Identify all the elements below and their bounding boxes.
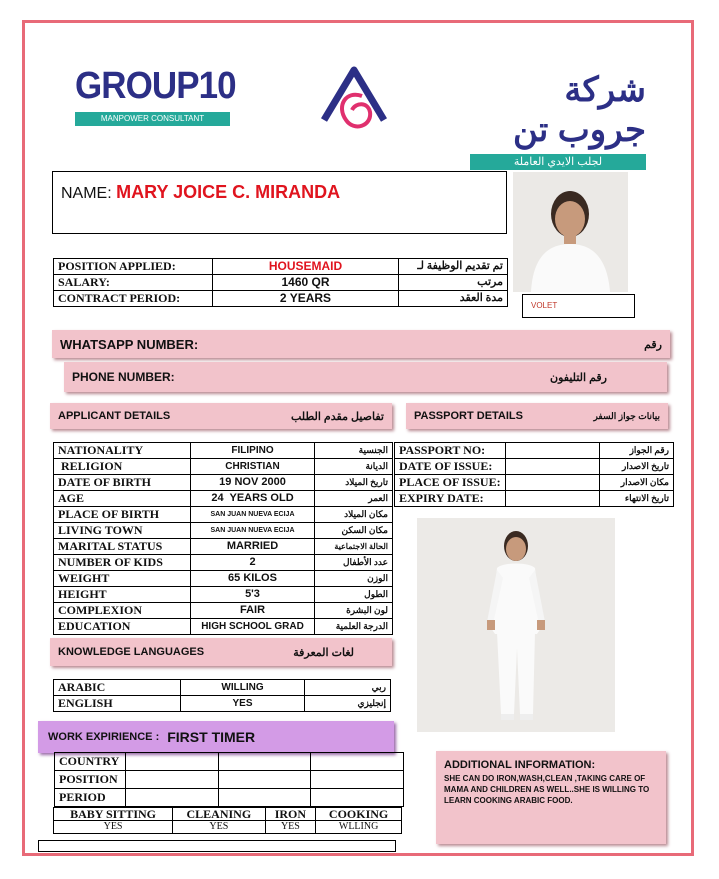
name-value: MARY JOICE C. MIRANDA bbox=[116, 182, 341, 202]
english-value: YES bbox=[181, 696, 305, 712]
applicant-header-ar: تفاصيل مقدم الطلب bbox=[291, 410, 384, 423]
group10-logo-sub: MANPOWER CONSULTANT bbox=[75, 112, 230, 126]
marital-ar: الحالة الاجتماعية bbox=[315, 539, 393, 555]
phone-label: PHONE NUMBER: bbox=[72, 370, 175, 384]
expiry-label: EXPIRY DATE: bbox=[395, 491, 506, 507]
table-row bbox=[54, 555, 393, 571]
group10-logo-main: GROUP10 bbox=[75, 65, 236, 107]
arabic-logo-sub: لجلب الايدي العاملة bbox=[470, 154, 646, 170]
issue-date-value bbox=[505, 459, 599, 475]
dob-value: 19 NOV 2000 bbox=[191, 475, 315, 491]
dob-label: DATE OF BIRTH bbox=[54, 475, 191, 491]
issue-date-ar: تاريخ الاصدار bbox=[599, 459, 673, 475]
table-row bbox=[54, 523, 393, 539]
table-row bbox=[54, 443, 393, 459]
passport-header-ar: بيانات جواز السفر bbox=[593, 410, 660, 421]
additional-info-text: SHE CAN DO IRON,WASH,CLEAN ,TAKING CARE OF MAMA AND CHILDREN AS WELL..SHE IS WILLING TO LEARN COOKING ARABIC FOOD. bbox=[444, 774, 650, 805]
table-row bbox=[54, 491, 393, 507]
work-experience-label: WORK EXPIRIENCE : bbox=[48, 731, 160, 743]
religion-value: CHRISTIAN bbox=[191, 459, 315, 475]
dob-ar: تاريخ الميلاد bbox=[315, 475, 393, 491]
education-ar: الدرجة العلمية bbox=[315, 619, 393, 635]
additional-info-title: ADDITIONAL INFORMATION: bbox=[444, 759, 596, 771]
full-body-photo bbox=[417, 518, 615, 732]
phone-bar bbox=[64, 362, 667, 392]
languages-header-ar: لغات المعرفة bbox=[293, 646, 354, 659]
passport-no-label: PASSPORT NO: bbox=[395, 443, 506, 459]
kids-label: NUMBER OF KIDS bbox=[54, 555, 191, 571]
living-town-label: LIVING TOWN bbox=[54, 523, 191, 539]
table-row bbox=[54, 507, 393, 523]
position-label: POSITION APPLIED: bbox=[54, 259, 213, 275]
table-row bbox=[55, 753, 404, 771]
whatsapp-label: WHATSAPP NUMBER: bbox=[60, 336, 199, 352]
additional-info-box bbox=[436, 751, 666, 844]
table-row bbox=[54, 259, 508, 275]
contract-ar: مدة العقد bbox=[399, 291, 508, 307]
arabic-value: WILLING bbox=[181, 680, 305, 696]
marital-label: MARITAL STATUS bbox=[54, 539, 191, 555]
table-row bbox=[54, 619, 393, 635]
arabic-ar: ربي bbox=[305, 680, 391, 696]
skill-cooking-header: COOKING bbox=[316, 808, 402, 821]
living-town-ar: مكان السكن bbox=[315, 523, 393, 539]
contract-value: 2 YEARS bbox=[213, 291, 399, 307]
name-label: NAME: bbox=[61, 185, 112, 202]
table-row bbox=[54, 275, 508, 291]
english-ar: إنجليزي bbox=[305, 696, 391, 712]
arabic-label: ARABIC bbox=[54, 680, 181, 696]
issue-place-label: PLACE OF ISSUE: bbox=[395, 475, 506, 491]
age-value: 24 YEARS OLD bbox=[191, 491, 315, 507]
passport-table bbox=[394, 442, 674, 507]
work-experience-value: FIRST TIMER bbox=[167, 729, 256, 745]
skill-iron-value: YES bbox=[265, 821, 316, 834]
headshot-photo bbox=[513, 172, 628, 292]
table-row bbox=[54, 808, 402, 821]
contract-label: CONTRACT PERIOD: bbox=[54, 291, 213, 307]
skill-babysitting-value: YES bbox=[54, 821, 173, 834]
skill-cleaning-header: CLEANING bbox=[173, 808, 265, 821]
complexion-value: FAIR bbox=[191, 603, 315, 619]
name-box bbox=[52, 171, 507, 234]
birthplace-label: PLACE OF BIRTH bbox=[54, 507, 191, 523]
work-period-label: PERIOD bbox=[55, 789, 126, 807]
table-row bbox=[54, 821, 402, 834]
age-label: AGE bbox=[54, 491, 191, 507]
issue-place-value bbox=[505, 475, 599, 491]
marital-value: MARRIED bbox=[191, 539, 315, 555]
applicant-header bbox=[50, 403, 392, 429]
work-position-label: POSITION bbox=[55, 771, 126, 789]
skill-babysitting-header: BABY SITTING bbox=[54, 808, 173, 821]
kids-value: 2 bbox=[191, 555, 315, 571]
weight-ar: الوزن bbox=[315, 571, 393, 587]
table-row bbox=[54, 459, 393, 475]
table-row bbox=[54, 680, 391, 696]
table-row bbox=[54, 475, 393, 491]
birthplace-ar: مكان الميلاد bbox=[315, 507, 393, 523]
passport-no-value bbox=[505, 443, 599, 459]
nationality-value: FILIPINO bbox=[191, 443, 315, 459]
work-table bbox=[54, 752, 404, 807]
education-label: EDUCATION bbox=[54, 619, 191, 635]
passport-header-label: PASSPORT DETAILS bbox=[414, 410, 523, 422]
passport-header bbox=[406, 403, 668, 429]
salary-ar: مرتب bbox=[399, 275, 508, 291]
table-row bbox=[55, 789, 404, 807]
table-row bbox=[395, 459, 674, 475]
height-value: 5'3 bbox=[191, 587, 315, 603]
issue-date-label: DATE OF ISSUE: bbox=[395, 459, 506, 475]
table-row bbox=[54, 603, 393, 619]
languages-table bbox=[53, 679, 391, 712]
photo-caption: VOLET bbox=[522, 294, 635, 318]
expiry-ar: تاريخ الانتهاء bbox=[599, 491, 673, 507]
religion-ar: الديانة bbox=[315, 459, 393, 475]
salary-label: SALARY: bbox=[54, 275, 213, 291]
complexion-ar: لون البشرة bbox=[315, 603, 393, 619]
phone-ar: رقم التليفون bbox=[550, 371, 607, 384]
table-row bbox=[54, 291, 508, 307]
languages-header-label: KNOWLEDGE LANGUAGES bbox=[58, 646, 205, 658]
religion-label: RELIGION bbox=[54, 459, 191, 475]
skill-cooking-value: WLLING bbox=[316, 821, 402, 834]
table-row bbox=[54, 587, 393, 603]
table-row bbox=[54, 696, 391, 712]
table-row bbox=[395, 443, 674, 459]
blank-box bbox=[38, 840, 396, 852]
position-ar: تم تقديم الوظيفة لـ bbox=[399, 259, 508, 275]
work-country-label: COUNTRY bbox=[55, 753, 126, 771]
birthplace-value: SAN JUAN NUEVA ECIJA bbox=[191, 507, 315, 523]
whatsapp-bar bbox=[52, 330, 670, 358]
arabic-logo-main: شركة جروب تن bbox=[513, 71, 646, 149]
english-label: ENGLISH bbox=[54, 696, 181, 712]
group10-emblem-icon bbox=[316, 60, 392, 140]
group10-logo bbox=[75, 66, 235, 126]
weight-label: WEIGHT bbox=[54, 571, 191, 587]
living-town-value: SAN JUAN NUEVA ECIJA bbox=[191, 523, 315, 539]
arabic-logo bbox=[470, 70, 646, 170]
whatsapp-ar: رقم bbox=[644, 338, 662, 351]
table-row bbox=[55, 771, 404, 789]
skill-iron-header: IRON bbox=[265, 808, 316, 821]
passport-no-ar: رقم الجواز bbox=[599, 443, 673, 459]
education-value: HIGH SCHOOL GRAD bbox=[191, 619, 315, 635]
position-value: HOUSEMAID bbox=[213, 259, 399, 275]
work-experience-bar bbox=[38, 721, 394, 753]
complexion-label: COMPLEXION bbox=[54, 603, 191, 619]
position-table bbox=[53, 258, 508, 307]
applicant-header-label: APPLICANT DETAILS bbox=[58, 410, 171, 422]
height-label: HEIGHT bbox=[54, 587, 191, 603]
issue-place-ar: مكان الاصدار bbox=[599, 475, 673, 491]
nationality-ar: الجنسية bbox=[315, 443, 393, 459]
skill-cleaning-value: YES bbox=[173, 821, 265, 834]
table-row bbox=[54, 571, 393, 587]
table-row bbox=[54, 539, 393, 555]
weight-value: 65 KILOS bbox=[191, 571, 315, 587]
kids-ar: عدد الأطفال bbox=[315, 555, 393, 571]
age-ar: العمر bbox=[315, 491, 393, 507]
languages-header bbox=[50, 638, 392, 666]
skills-table bbox=[53, 807, 402, 834]
nationality-label: NATIONALITY bbox=[54, 443, 191, 459]
table-row bbox=[395, 491, 674, 507]
table-row bbox=[395, 475, 674, 491]
expiry-value bbox=[505, 491, 599, 507]
salary-value: 1460 QR bbox=[213, 275, 399, 291]
height-ar: الطول bbox=[315, 587, 393, 603]
applicant-table bbox=[53, 442, 393, 635]
